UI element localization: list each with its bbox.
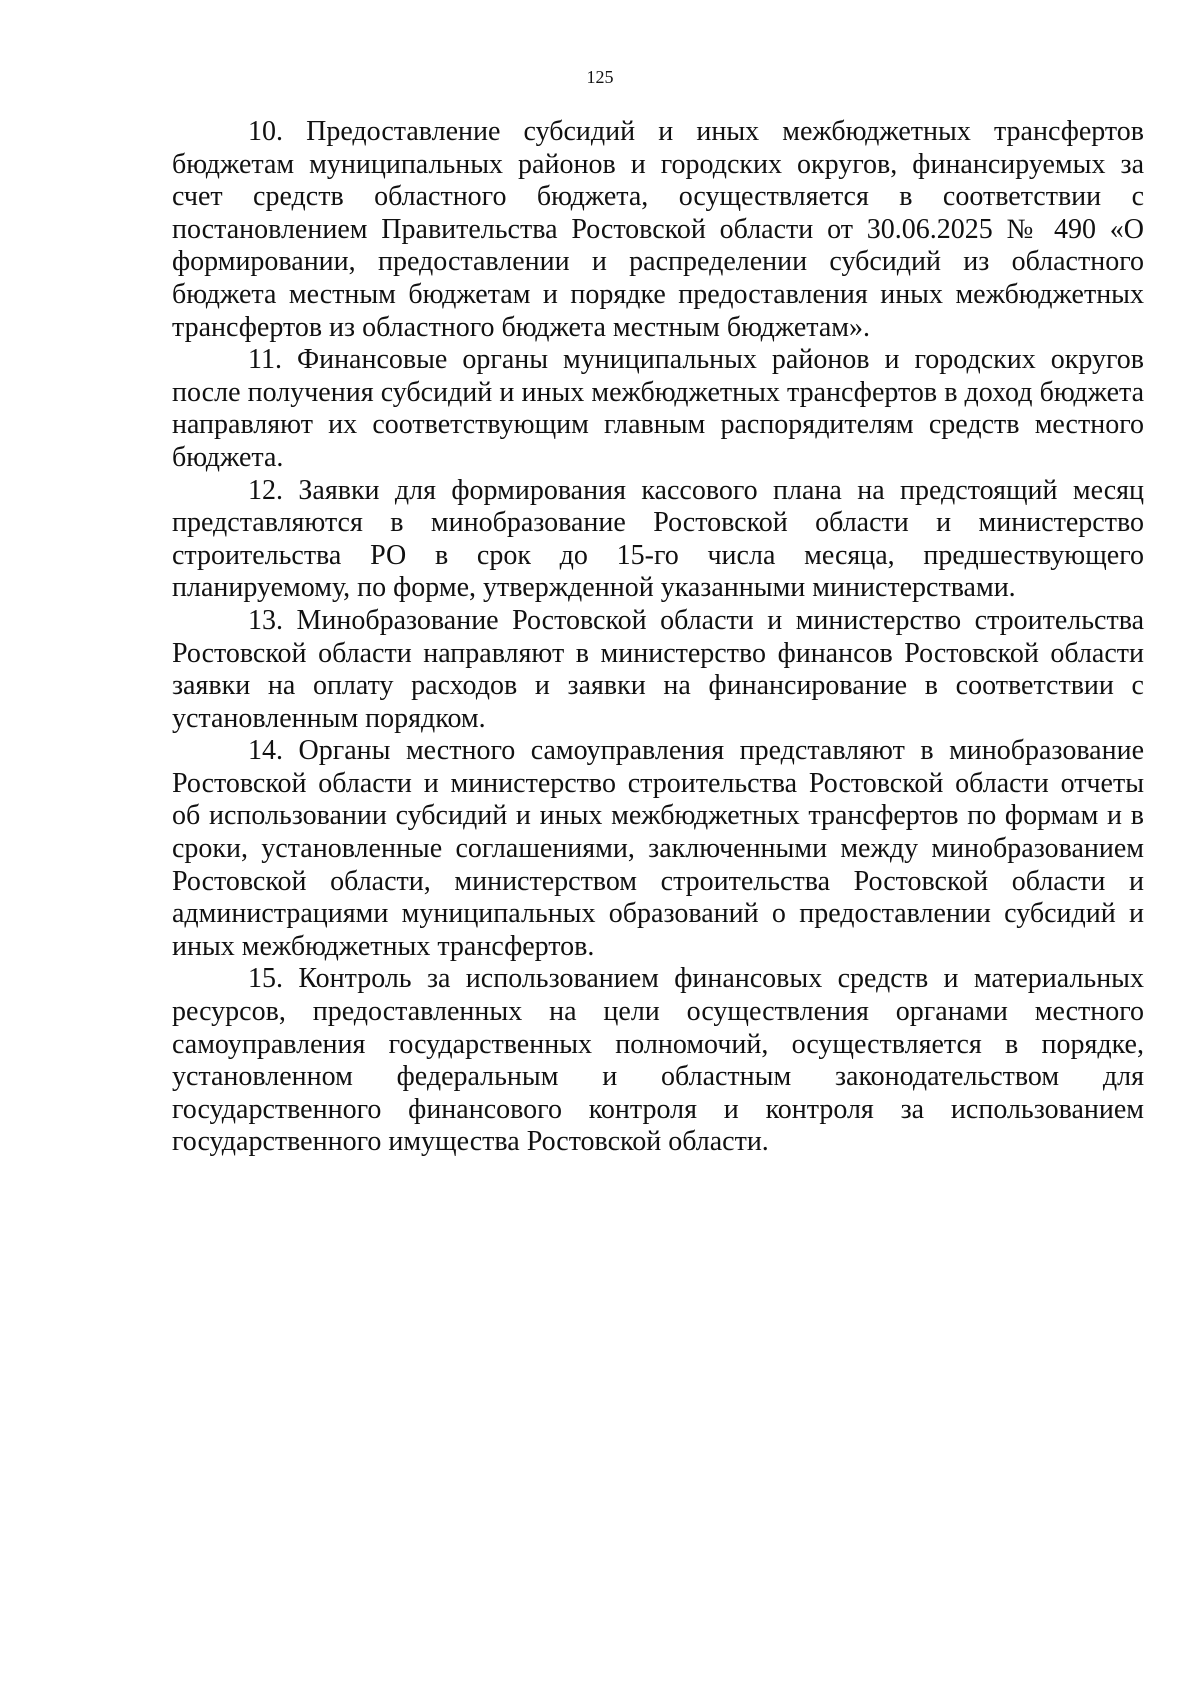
paragraph-11: 11. Финансовые органы муниципальных районов и городских округов после получения субсидий и иных межбюджетных трансфертов в доход бюджета направляют их соответствующим главным распорядителям средств местного бюджета. xyxy=(172,344,1144,473)
paragraph-14: 14. Органы местного самоуправления представляют в минобразование Ростовской области и министерство строительства Ростовской области отчеты об использовании субсидий и иных межбюджетных трансфертов по формам и в сроки, установленные соглашениями, заключенными между минобразованием Ростовской области, министерством строительства Ростовской области и администрациями муниципальных образований о предоставлении субсидий и иных межбюджетных трансфертов. xyxy=(172,735,1144,962)
paragraph-12: 12. Заявки для формирования кассового плана на предстоящий месяц представляются в минобразование Ростовской области и министерство строительства РО в срок до 15-го числа месяца, предшествующего планируемому, по форме, утвержденной указанными министерствами. xyxy=(172,474,1144,604)
paragraph-15: 15. Контроль за использованием финансовых средств и материальных ресурсов, предоставленных на цели осуществления органами местного самоуправления государственных полномочий, осуществляется в порядке, установленном федеральным и областным законодательством для государственного финансового контроля и контроля за использованием государственного имущества Ростовской области. xyxy=(172,963,1144,1158)
document-body xyxy=(172,116,1144,1159)
paragraph-10: 10. Предоставление субсидий и иных межбюджетных трансфертов бюджетам муниципальных районов и городских округов, финансируемых за счет средств областного бюджета, осуществляется в соответствии с постановлением Правительства Ростовской области от 30.06.2025 № 490 «О формировании, предоставлении и распределении субсидий из областного бюджета местным бюджетам и порядке предоставления иных межбюджетных трансфертов из областного бюджета местным бюджетам». xyxy=(172,116,1144,343)
page-number: 125 xyxy=(586,67,614,87)
paragraph-13: 13. Минобразование Ростовской области и министерство строительства Ростовской области направляют в министерство финансов Ростовской области заявки на оплату расходов и заявки на финансирование в соответствии с установленным порядком. xyxy=(172,604,1144,734)
